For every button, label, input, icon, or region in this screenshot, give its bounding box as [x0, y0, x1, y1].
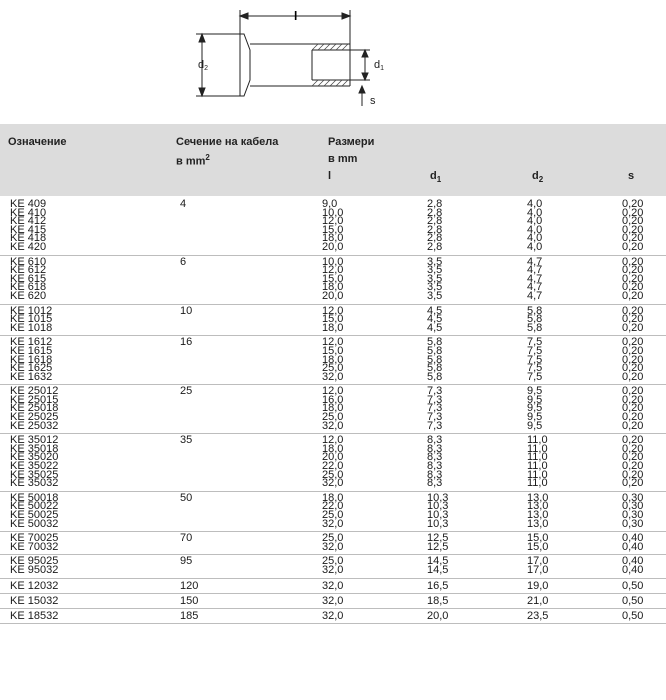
d2-cell: 17,0	[527, 563, 549, 576]
d2-cell: 4,0	[527, 198, 543, 210]
length-cell: 18,0	[322, 281, 344, 294]
designation-cell: KE 1618	[10, 353, 53, 366]
d2-cell: 4,0	[527, 223, 543, 236]
s-cell: 0,40	[622, 540, 644, 553]
length-cell: 16,0	[322, 393, 344, 406]
length-cell: 32,0	[322, 419, 344, 432]
d2-cell: 4,0	[527, 240, 543, 253]
s-cell: 0,20	[622, 232, 644, 245]
length-cell: 12,0	[322, 215, 344, 228]
designation-cell: KE 15032	[10, 594, 59, 607]
label-d2: d	[198, 59, 205, 71]
length-cell: 18,0	[322, 442, 344, 455]
d2-cell: 7,5	[527, 362, 543, 375]
table-row	[0, 540, 666, 553]
d1-cell: 4,5	[427, 304, 443, 317]
d1-cell: 2,8	[427, 232, 443, 245]
table-group	[0, 385, 666, 434]
d2-cell: 11,0	[527, 468, 548, 481]
length-cell: 10,0	[322, 255, 344, 268]
d1-cell: 10,3	[427, 491, 449, 504]
d1-cell: 16,5	[427, 579, 449, 592]
length-cell: 32,0	[322, 594, 344, 607]
label-d2-sub: 2	[204, 65, 209, 72]
designation-cell: KE 50018	[10, 491, 59, 504]
d1-cell: 7,3	[427, 402, 443, 415]
designation-cell: KE 1632	[10, 370, 53, 383]
d1-cell: 8,3	[427, 442, 443, 455]
col-section-header: Сечение на кабела	[176, 136, 279, 148]
table-group	[0, 532, 666, 555]
length-cell: 25,0	[322, 532, 344, 545]
s-cell: 0,40	[622, 563, 644, 576]
d1-cell: 2,8	[427, 240, 443, 253]
designation-cell: KE 1612	[10, 336, 53, 349]
d1-cell: 4,5	[427, 313, 443, 326]
d1-cell: 8,3	[427, 434, 443, 447]
table-row	[0, 517, 666, 530]
d2-cell: 4,7	[527, 255, 543, 268]
d2-cell: 7,5	[527, 370, 543, 383]
d2-cell: 13,0	[527, 517, 549, 530]
s-cell: 0,20	[622, 411, 644, 424]
col-designation-header: Означение	[8, 136, 67, 148]
length-cell: 22,0	[322, 500, 344, 513]
d1-cell: 3,5	[427, 272, 443, 285]
designation-cell: KE 615	[10, 272, 47, 285]
length-cell: 25,0	[322, 555, 344, 568]
d1-cell: 4,5	[427, 321, 443, 334]
length-cell: 20,0	[322, 289, 344, 302]
d1-cell: 3,5	[427, 255, 443, 268]
s-cell: 0,20	[622, 336, 644, 349]
s-cell: 0,30	[622, 500, 644, 513]
length-cell: 10,0	[322, 206, 344, 219]
d1-cell: 3,5	[427, 264, 443, 277]
table-row	[0, 563, 666, 576]
table-row	[0, 609, 666, 623]
d1-cell: 7,3	[427, 393, 443, 406]
length-cell: 22,0	[322, 460, 344, 473]
label-s: s	[370, 95, 376, 107]
section-cell: 185	[180, 609, 199, 622]
d2-cell: 21,0	[527, 594, 549, 607]
designation-cell: KE 95025	[10, 555, 59, 568]
length-cell: 12,0	[322, 336, 344, 349]
d1-cell: 8,3	[427, 468, 443, 481]
s-cell: 0,50	[622, 609, 644, 622]
d2-cell: 13,0	[527, 500, 549, 513]
d2-cell: 9,5	[527, 393, 543, 406]
ferrule-drawing	[190, 6, 400, 114]
table-row	[0, 240, 666, 253]
table-row	[0, 419, 666, 432]
length-cell: 9,0	[322, 198, 338, 210]
table-header	[0, 124, 666, 196]
length-cell: 25,0	[322, 468, 344, 481]
d2-cell: 5,8	[527, 313, 543, 326]
d2-cell: 9,5	[527, 419, 543, 432]
length-cell: 18,0	[322, 353, 344, 366]
label-d1: d	[374, 59, 381, 71]
col-dimensions-unit: в mm	[328, 153, 358, 165]
d1-cell: 3,5	[427, 289, 443, 302]
table-group	[0, 492, 666, 532]
table-group	[0, 609, 666, 624]
d2-cell: 5,8	[527, 304, 543, 317]
designation-cell: KE 1625	[10, 362, 53, 375]
table-row	[0, 594, 666, 608]
s-cell: 0,20	[622, 393, 644, 406]
length-cell: 25,0	[322, 411, 344, 424]
d2-cell: 7,5	[527, 336, 543, 349]
d2-cell: 4,0	[527, 206, 543, 219]
table-group	[0, 305, 666, 337]
designation-cell: KE 50032	[10, 517, 59, 530]
d2-cell: 4,7	[527, 289, 543, 302]
section-cell: 150	[180, 594, 199, 607]
d1-cell: 14,5	[427, 555, 449, 568]
d2-cell: 11,0	[527, 460, 548, 473]
designation-cell: KE 1015	[10, 313, 53, 326]
designation-cell: KE 70032	[10, 540, 59, 553]
svg-text:d2	[198, 59, 208, 72]
s-cell: 0,20	[622, 460, 644, 473]
d1-cell: 5,8	[427, 336, 443, 349]
s-cell: 0,20	[622, 272, 644, 285]
s-cell: 0,20	[622, 264, 644, 277]
s-cell: 0,30	[622, 509, 644, 521]
designation-cell: KE 12032	[10, 579, 59, 592]
section-cell: 16	[180, 336, 193, 349]
d2-cell: 11,0	[527, 442, 548, 455]
d2-cell: 7,5	[527, 344, 543, 357]
length-cell: 15,0	[322, 344, 344, 357]
table-group	[0, 555, 666, 578]
s-cell: 0,20	[622, 313, 644, 326]
s-cell: 0,20	[622, 477, 644, 490]
designation-cell: KE 620	[10, 289, 47, 302]
d2-cell: 4,7	[527, 281, 543, 294]
d2-cell: 9,5	[527, 411, 543, 424]
length-cell: 15,0	[322, 272, 344, 285]
designation-cell: KE 25032	[10, 419, 59, 432]
s-cell: 0,20	[622, 240, 644, 253]
length-cell: 12,0	[322, 304, 344, 317]
col-s-header: s	[628, 170, 635, 182]
designation-cell: KE 25012	[10, 385, 59, 398]
section-cell: 35	[180, 434, 193, 447]
designation-cell: KE 25015	[10, 393, 59, 406]
length-cell: 18,0	[322, 402, 344, 415]
length-cell: 25,0	[322, 509, 344, 521]
s-cell: 0,20	[622, 434, 644, 447]
s-cell: 0,20	[622, 281, 644, 294]
designation-cell: KE 50025	[10, 509, 59, 521]
designation-cell: KE 35022	[10, 460, 59, 473]
section-cell: 70	[180, 532, 193, 545]
d1-cell: 5,8	[427, 362, 443, 375]
designation-cell: KE 1615	[10, 344, 53, 357]
s-cell: 0,20	[622, 321, 644, 334]
table-group	[0, 256, 666, 305]
table-row	[0, 579, 666, 593]
d1-cell: 7,3	[427, 411, 443, 424]
d1-cell: 12,5	[427, 540, 449, 553]
length-cell: 32,0	[322, 563, 344, 576]
s-cell: 0,20	[622, 442, 644, 455]
length-cell: 20,0	[322, 240, 344, 253]
length-cell: 12,0	[322, 434, 344, 447]
d1-cell: 2,8	[427, 206, 443, 219]
d1-cell: 5,8	[427, 353, 443, 366]
designation-cell: KE 409	[10, 198, 47, 210]
length-cell: 12,0	[322, 385, 344, 398]
designation-cell: KE 420	[10, 240, 47, 253]
table-group	[0, 434, 666, 492]
designation-cell: KE 418	[10, 232, 47, 245]
s-cell: 0,40	[622, 532, 644, 545]
d2-cell: 4,0	[527, 215, 543, 228]
length-cell: 32,0	[322, 609, 344, 622]
section-cell: 120	[180, 579, 199, 592]
s-cell: 0,40	[622, 555, 644, 568]
d2-cell: 19,0	[527, 579, 549, 592]
s-cell: 0,20	[622, 402, 644, 415]
s-cell: 0,50	[622, 579, 644, 592]
s-cell: 0,20	[622, 255, 644, 268]
s-cell: 0,20	[622, 353, 644, 366]
d1-cell: 7,3	[427, 385, 443, 398]
length-cell: 32,0	[322, 517, 344, 530]
d1-cell: 14,5	[427, 563, 449, 576]
d1-cell: 8,3	[427, 477, 443, 490]
d1-cell: 20,0	[427, 609, 449, 622]
s-cell: 0,20	[622, 385, 644, 398]
designation-cell: KE 610	[10, 255, 47, 268]
length-cell: 18,0	[322, 321, 344, 334]
section-cell: 6	[180, 255, 187, 268]
s-cell: 0,30	[622, 491, 644, 504]
d1-cell: 12,5	[427, 532, 449, 545]
designation-cell: KE 412	[10, 215, 47, 228]
designation-cell: KE 35032	[10, 477, 59, 490]
section-cell: 10	[180, 304, 193, 317]
length-cell: 32,0	[322, 477, 344, 490]
length-cell: 15,0	[322, 223, 344, 236]
table-group	[0, 579, 666, 594]
d1-cell: 10,3	[427, 509, 449, 521]
designation-cell: KE 35018	[10, 442, 59, 455]
designation-cell: KE 1018	[10, 321, 53, 334]
designation-cell: KE 35025	[10, 468, 59, 481]
table-group	[0, 336, 666, 385]
length-cell: 32,0	[322, 579, 344, 592]
d2-cell: 11,0	[527, 434, 548, 447]
designation-cell: KE 25025	[10, 411, 59, 424]
d2-cell: 15,0	[527, 532, 549, 545]
d2-cell: 11,0	[527, 477, 548, 490]
table-body	[0, 198, 666, 624]
col-section-unit: в $mm^2$	[176, 153, 210, 168]
col-dimensions-header: Размери	[328, 136, 375, 148]
designation-cell: KE 50022	[10, 500, 59, 513]
svg-text:d1	[374, 59, 384, 72]
d2-cell: 5,8	[527, 321, 543, 334]
designation-cell: KE 35012	[10, 434, 59, 447]
d1-cell: 10,3	[427, 500, 449, 513]
d1-cell: 5,8	[427, 370, 443, 383]
d2-cell: 4,7	[527, 264, 543, 277]
d1-cell: 2,8	[427, 198, 443, 210]
designation-cell: KE 612	[10, 264, 47, 277]
length-cell: 25,0	[322, 362, 344, 375]
col-d2-header: $d_2$	[532, 170, 544, 185]
d1-cell: 8,3	[427, 460, 443, 473]
length-cell: 18,0	[322, 232, 344, 245]
s-cell: 0,50	[622, 594, 644, 607]
designation-cell: KE 70025	[10, 532, 59, 545]
s-cell: 0,20	[622, 289, 644, 302]
d1-cell: 5,8	[427, 344, 443, 357]
s-cell: 0,20	[622, 215, 644, 228]
d2-cell: 9,5	[527, 402, 543, 415]
s-cell: 0,20	[622, 198, 644, 210]
d1-cell: 10,3	[427, 517, 449, 530]
s-cell: 0,20	[622, 223, 644, 236]
d1-cell: 3,5	[427, 281, 443, 294]
label-l: l	[294, 9, 298, 23]
d2-cell: 13,0	[527, 491, 549, 504]
d1-cell: 8,3	[427, 451, 443, 464]
section-cell: 25	[180, 385, 193, 398]
designation-cell: KE 410	[10, 206, 47, 219]
d2-cell: 11,0	[527, 451, 548, 464]
label-d1-sub: 1	[380, 65, 385, 72]
table-row	[0, 289, 666, 302]
length-cell: 20,0	[322, 451, 344, 464]
designation-cell: KE 18532	[10, 609, 59, 622]
s-cell: 0,20	[622, 419, 644, 432]
table-group	[0, 198, 666, 256]
d1-cell: 2,8	[427, 223, 443, 236]
length-cell: 18,0	[322, 491, 344, 504]
designation-cell: KE 618	[10, 281, 47, 294]
d2-cell: 7,5	[527, 353, 543, 366]
d1-cell: 18,5	[427, 594, 449, 607]
length-cell: 32,0	[322, 370, 344, 383]
d2-cell: 23,5	[527, 609, 549, 622]
s-cell: 0,20	[622, 451, 644, 464]
length-cell: 12,0	[322, 264, 344, 277]
s-cell: 0,20	[622, 370, 644, 383]
length-cell: 32,0	[322, 540, 344, 553]
d2-cell: 9,5	[527, 385, 543, 398]
d2-cell: 4,7	[527, 272, 543, 285]
col-d1-header: $d_1$	[430, 170, 442, 185]
d2-cell: 4,0	[527, 232, 543, 245]
d2-cell: 17,0	[527, 555, 549, 568]
s-cell: 0,20	[622, 362, 644, 375]
d1-cell: 7,3	[427, 419, 443, 432]
s-cell: 0,20	[622, 344, 644, 357]
s-cell: 0,20	[622, 206, 644, 219]
d2-cell: 15,0	[527, 540, 549, 553]
table-row	[0, 370, 666, 383]
table-row	[0, 479, 666, 488]
designation-cell: KE 35020	[10, 451, 59, 464]
d2-cell: 13,0	[527, 509, 549, 521]
d1-cell: 2,8	[427, 215, 443, 228]
section-cell: 50	[180, 491, 193, 504]
s-cell: 0,20	[622, 468, 644, 481]
col-l-header: l	[328, 170, 332, 182]
section-cell: 95	[180, 555, 193, 568]
s-cell: 0,20	[622, 304, 644, 317]
designation-cell: KE 1012	[10, 304, 53, 317]
section-cell: 4	[180, 198, 187, 210]
table-row	[0, 321, 666, 334]
length-cell: 15,0	[322, 313, 344, 326]
designation-cell: KE 25018	[10, 402, 59, 415]
designation-cell: KE 95032	[10, 563, 59, 576]
designation-cell: KE 415	[10, 223, 47, 236]
table-group	[0, 594, 666, 609]
s-cell: 0,30	[622, 517, 644, 530]
